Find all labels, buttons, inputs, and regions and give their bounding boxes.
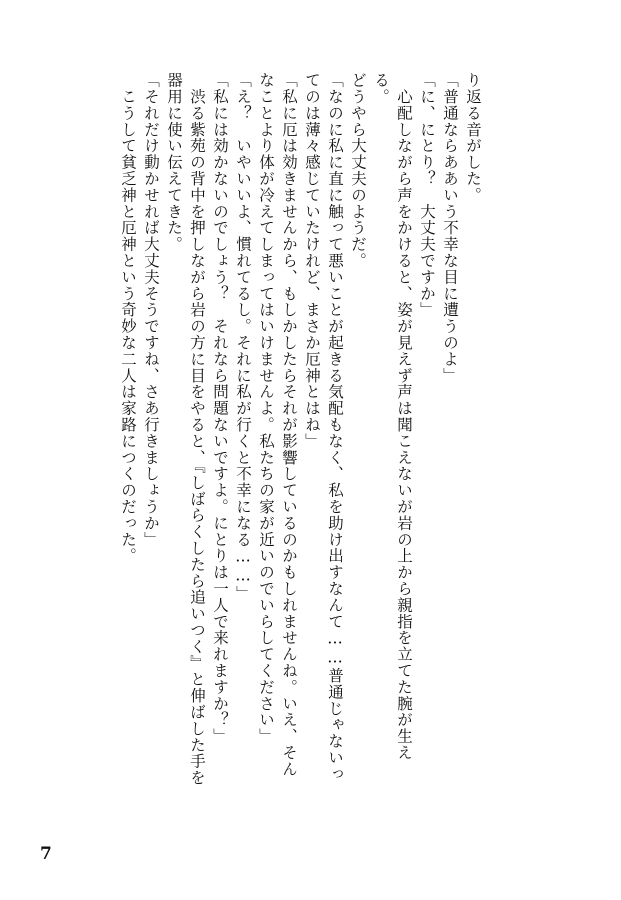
paragraph: どうやら大丈夫のようだ。 [349, 72, 367, 269]
paragraph: 「に、にとり？ 大丈夫ですか」 [418, 72, 436, 318]
paragraph: こうして貧乏神と厄神という奇妙な二人は家路につくのだった。 [119, 72, 137, 564]
paragraph: 心配しながら声をかけると、姿が見えず声は聞こえないが岩の上から親指を立てた腕が生える。 [372, 72, 413, 761]
paragraph: 「それだけ動かせれば大丈夫そうですね、さあ行きましょうか」 [142, 72, 160, 548]
paragraph: り返る音がした。 [464, 72, 482, 204]
page-number: 7 [40, 844, 52, 864]
paragraph: 渋る紫苑の背中を押しながら岩の方に目をやると、『しばらくしたら追いつく』と伸ばした手を器用に使い伝えてきた。 [165, 72, 206, 786]
paragraph: 「なのに私に直に触って悪いことが起きる気配もなく、私を助け出すなんて……普通じゃないってのは薄々感じていたけれど、まさか厄神とはね」 [303, 72, 344, 783]
paragraph: 「え？ いやいいよ、慣れてるし。それに私が行くと不幸になる……」 [234, 72, 252, 602]
paragraph: 「私に厄は効きませんから、もしかしたらそれが影響しているのかもしれませんね。いえ、そんなことより体が冷えてしまってはいけませんよ。私たちの家が近いのでいらしてください」 [257, 72, 298, 778]
vertical-text-body [119, 72, 484, 792]
paragraph: 「私には効かないのでしょう？ それなら問題ないですよ。にとりは一人で来れますか？」 [211, 72, 229, 745]
paragraph: 「普通ならああいう不幸な目に遭うのよ」 [441, 72, 459, 384]
